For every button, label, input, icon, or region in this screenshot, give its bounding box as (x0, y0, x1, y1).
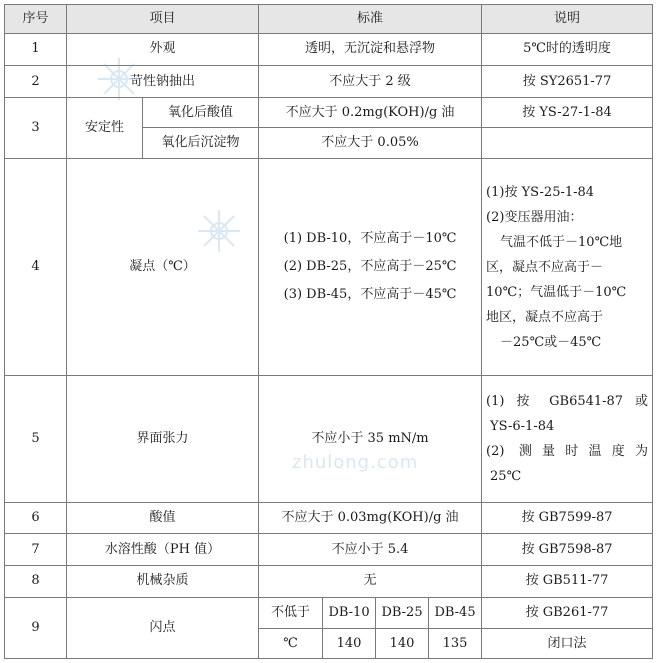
row-note (482, 376, 653, 503)
table-row (5, 97, 653, 128)
table-row (5, 534, 653, 566)
row-note: 按 GB7599-87 (482, 502, 653, 534)
spec-table (4, 4, 653, 659)
row-no: 6 (5, 502, 67, 534)
row-note: 5℃时的透明度 (482, 33, 653, 66)
note-line: 区，凝点不应高于－ (486, 259, 604, 275)
note-line: YS-6-1-84 (490, 419, 555, 435)
row-note (482, 159, 653, 376)
row-no: 1 (5, 33, 67, 66)
flash-label: 不低于 (259, 597, 323, 629)
table-row (5, 33, 653, 66)
note-line: 地区，凝点不应高于 (486, 309, 604, 325)
row-note: 按 SY2651-77 (482, 66, 653, 98)
row-note: 按 YS-27-1-84 (482, 97, 653, 128)
note-line: 25℃ (490, 469, 522, 485)
flash-unit: ℃ (259, 629, 323, 659)
row-standard: 透明，无沉淀和悬浮物 (259, 33, 482, 66)
row-standard: 不应小于 35 mN/m (259, 376, 482, 503)
table-row (5, 159, 653, 376)
note-line: －25℃或－45℃ (500, 334, 602, 350)
row-item: 凝点（℃） (67, 159, 259, 376)
row-item: 苛性钠抽出 (67, 66, 259, 98)
row-standard (259, 159, 482, 376)
note-line: (2) 测量时温度为 (486, 444, 649, 460)
row-group: 安定性 (67, 97, 143, 158)
row-note: 按 GB7598-87 (482, 534, 653, 566)
standard-line: (2) DB-25，不应高于－25℃ (283, 259, 457, 275)
header-note: 说明 (482, 5, 653, 34)
row-subitem: 氧化后酸值 (143, 97, 259, 128)
row-item: 水溶性酸（PH 值） (67, 534, 259, 566)
row-no: 4 (5, 159, 67, 376)
grade-value: 135 (429, 629, 482, 659)
grade-name: DB-10 (323, 597, 376, 629)
watermark-text: zhulong.com (292, 452, 419, 473)
note-line: (1)按 YS-25-1-84 (486, 184, 595, 200)
row-item: 界面张力 (67, 376, 259, 503)
header-standard: 标准 (259, 5, 482, 34)
note-line: (1) 按 GB6541-87 或 (486, 394, 649, 410)
table-row (5, 376, 653, 503)
row-no: 7 (5, 534, 67, 566)
standard-line: (1) DB-10，不应高于－10℃ (283, 231, 457, 247)
header-no: 序号 (5, 5, 67, 34)
row-no: 2 (5, 66, 67, 98)
row-standard: 不应大于 2 级 (259, 66, 482, 98)
standard-line: (3) DB-45，不应高于－45℃ (283, 287, 457, 303)
header-item: 项目 (67, 5, 259, 34)
table-row (5, 566, 653, 598)
note-line: 气温不低于－10℃地 (500, 234, 623, 250)
note-line: 10℃；气温低于－10℃ (486, 284, 627, 300)
row-no: 5 (5, 376, 67, 503)
row-no: 9 (5, 597, 67, 658)
table-row (5, 502, 653, 534)
row-standard: 不应大于 0.2mg(KOH)/g 油 (259, 97, 482, 128)
row-item: 机械杂质 (67, 566, 259, 598)
row-standard: 不应小于 5.4 (259, 534, 482, 566)
grade-name: DB-25 (376, 597, 429, 629)
row-standard: 不应大于 0.05% (259, 128, 482, 159)
row-note: 按 GB261-77 (482, 597, 653, 629)
row-note-empty (482, 128, 653, 159)
grade-value: 140 (323, 629, 376, 659)
row-item: 酸值 (67, 502, 259, 534)
row-note: 闭口法 (482, 629, 653, 659)
row-item: 外观 (67, 33, 259, 66)
row-no: 8 (5, 566, 67, 598)
row-standard: 无 (259, 566, 482, 598)
row-item: 闪点 (67, 597, 259, 658)
row-standard: 不应大于 0.03mg(KOH)/g 油 (259, 502, 482, 534)
row-subitem: 氧化后沉淀物 (143, 128, 259, 159)
row-note: 按 GB511-77 (482, 566, 653, 598)
note-line: (2)变压器用油： (486, 209, 583, 225)
table-row (5, 597, 653, 629)
grade-value: 140 (376, 629, 429, 659)
grade-name: DB-45 (429, 597, 482, 629)
header-row (5, 5, 653, 34)
row-no: 3 (5, 97, 67, 158)
table-row (5, 66, 653, 98)
